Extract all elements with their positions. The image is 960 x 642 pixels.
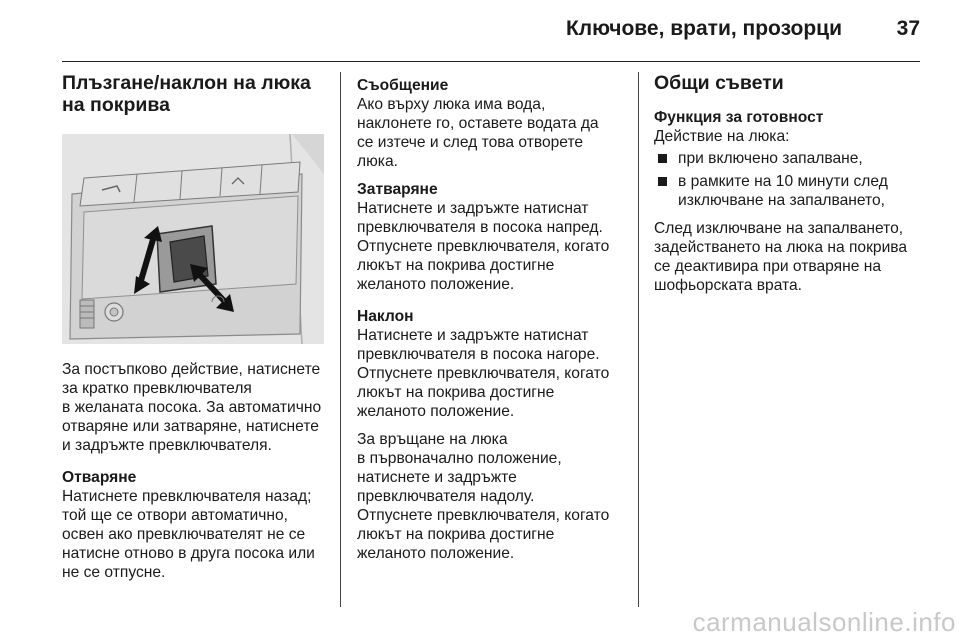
sunroof-heading: Плъзгане/наклон на люка на покрива: [62, 72, 311, 116]
page-header: [0, 0, 960, 60]
tilt-heading: Наклон: [357, 308, 414, 325]
page-number: 37: [896, 17, 920, 40]
column-2: [357, 76, 627, 563]
standby-function-heading: Функция за готовност: [654, 109, 824, 126]
standby-intro: Действие на люка:: [654, 128, 790, 145]
column-divider-1: [340, 72, 341, 607]
column-3: [654, 72, 926, 295]
close-text: Натиснете и задръжте натиснат превключвателя в посока напред. Отпуснете превключвателя, когато люкът на покрива достигне желаното положение.: [357, 200, 610, 293]
list-item: при включено запалване,: [654, 149, 926, 168]
open-heading: Отваряне: [62, 469, 137, 486]
standby-conditions-list: [654, 149, 926, 210]
list-item: в рамките на 10 минути след изключване на запалването,: [654, 172, 926, 210]
notice-heading: Съобщение: [357, 77, 449, 94]
sunroof-intro-text: За постъпково действие, натиснете за кратко превключвателя в желаната посока. За автоматично отваряне или затваряне, натиснете и задръжте превключвателя.: [62, 361, 322, 454]
open-text: Натиснете превключвателя назад; той ще се отвори автоматично, освен ако превключвателят не се натисне отново в друга посока или не се отпусне.: [62, 488, 315, 581]
close-heading: Затваряне: [357, 181, 438, 198]
general-tips-heading: Общи съвети: [654, 72, 784, 94]
return-release-text: Отпуснете превключвателя, когато люкът на покрива достигне желаното положение.: [357, 507, 610, 562]
sunroof-switch-illustration: [62, 134, 324, 344]
tilt-text: Натиснете и задръжте натиснат превключвателя в посока нагоре. Отпуснете превключвателя, когато люкът на покрива достигне желаното положение.: [357, 327, 610, 420]
sunroof-switch-drawing: [62, 134, 324, 344]
header-divider: [62, 61, 920, 62]
page-title: Ключове, врати, прозорци: [565, 17, 842, 40]
deactivation-text: След изключване на запалването, задействането на люка на покрива се деактивира при отваряне на шофьорската врата.: [654, 220, 908, 294]
return-text: За връщане на люка в първоначално положение, натиснете и задръжте превключвателя надолу.: [357, 431, 562, 505]
notice-text: Ако върху люка има вода, наклонете го, оставете водата да се изтече и след това отворете люка.: [357, 96, 599, 170]
watermark: carmanualsonline.info: [692, 607, 956, 637]
column-1: [62, 72, 324, 582]
column-divider-2: [638, 72, 639, 607]
